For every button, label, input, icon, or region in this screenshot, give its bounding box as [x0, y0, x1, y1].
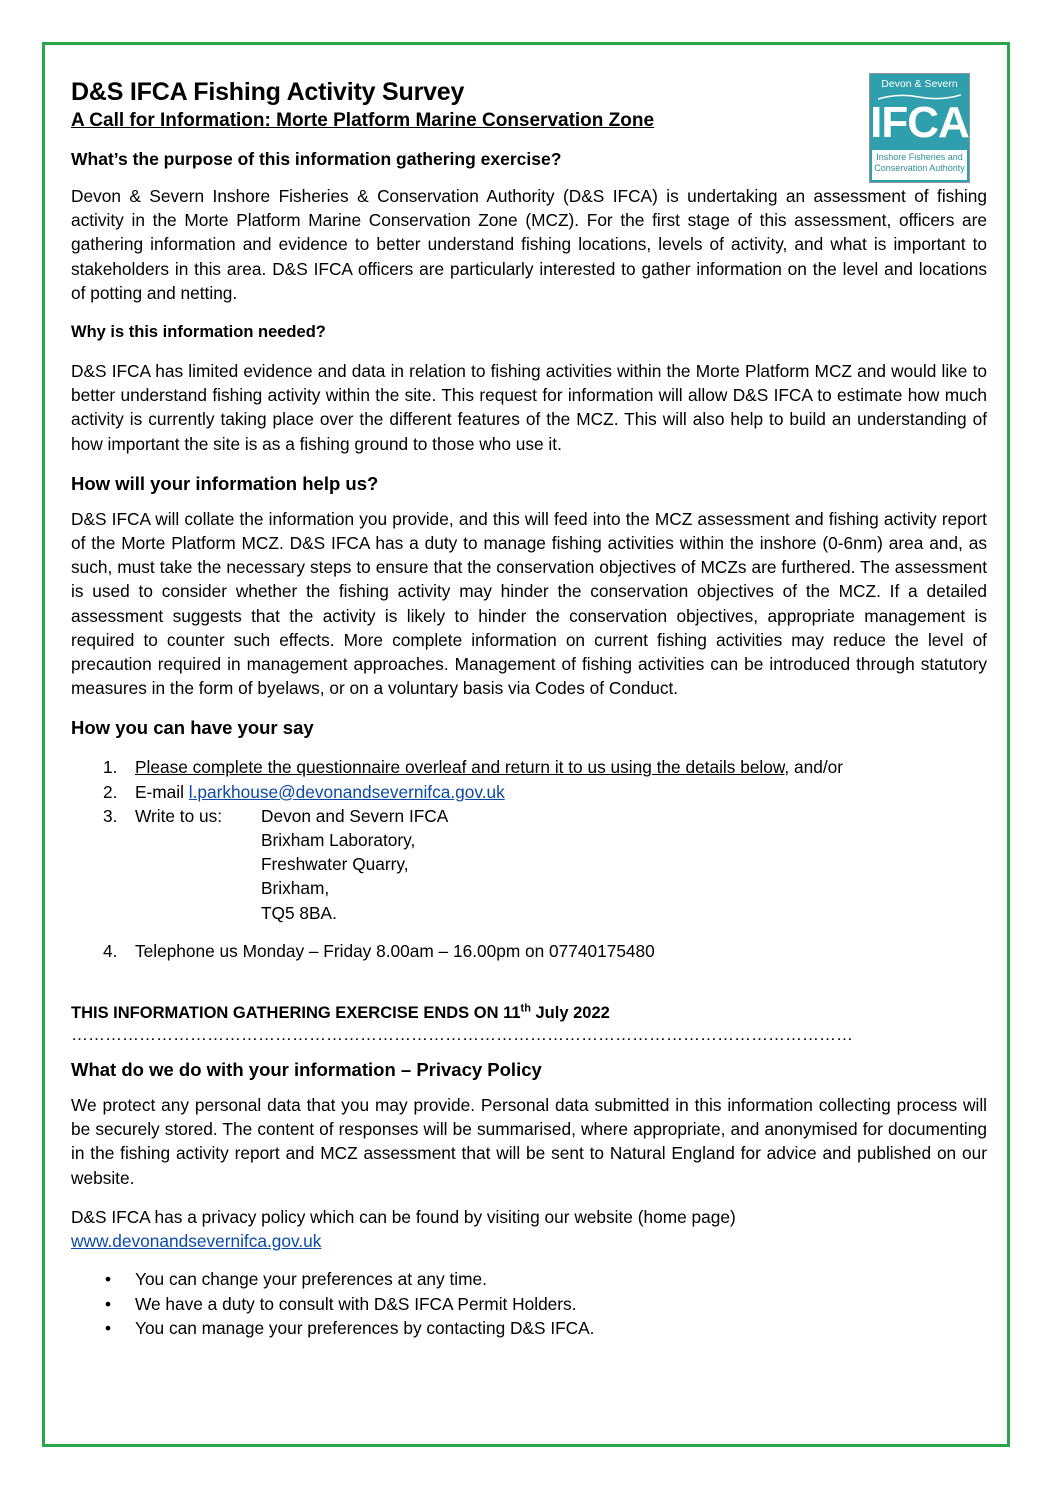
address-line: Devon and Severn IFCA [261, 805, 449, 826]
logo-main-text: IFCA [870, 98, 969, 147]
preferences-list [71, 1267, 987, 1340]
heading-have-your-say: How you can have your say [71, 717, 314, 739]
document-title: D&S IFCA Fishing Activity Survey [71, 78, 465, 106]
dotted-separator: ………………………………………………………………………………………………………………………… [71, 1025, 853, 1045]
address-line: Brixham, [261, 878, 330, 899]
list-item: 1. Please complete the questionnaire overleaf and return it to us using the details below, and/or [103, 757, 844, 778]
email-link[interactable]: l.parkhouse@devonandsevernifca.gov.uk [188, 781, 505, 802]
list-item: • We have a duty to consult with D&S IFCA Permit Holders. [105, 1293, 577, 1314]
paragraph-privacy: We protect any personal data that you may provide. Personal data submitted in this information collecting process will be securely stored. The content of responses will be summarised, where appropriate, and anonymised for documenting in the fishing activity report and MCZ assessment that will be sent to Natural England for advice and published on our website. [71, 1095, 987, 1188]
telephone-text: Telephone us Monday – Friday 8.00am – 16.00pm on 07740175480 [135, 940, 655, 961]
paragraph-why-needed: D&S IFCA has limited evidence and data in relation to fishing activities within the Morte Platform MCZ and would like to better understand fishing activity within the site. This request for information will allow D&S IFCA to estimate how much activity is currently taking place over the different features of the MCZ. This will also help to build an understanding of how important the site is as a fishing ground to those who use it. [71, 361, 987, 454]
document-body [71, 76, 987, 1340]
address-line: Brixham Laboratory, [261, 830, 416, 851]
heading-purpose: What’s the purpose of this information gathering exercise? [71, 149, 562, 169]
list-item: 3. Write to us: Devon and Severn IFCA Brixham Laboratory, Freshwater Quarry, Brixham, TQ5 8BA. [71, 804, 987, 925]
list-item: 4. Telephone us Monday – Friday 8.00am – 16.00pm on 07740175480 [103, 940, 655, 961]
paragraph-purpose: Devon & Severn Inshore Fisheries & Conservation Authority (D&S IFCA) is undertaking an assessment of fishing activity in the Morte Platform Marine Conservation Zone (MCZ). For the first stage of this assessment, officers are gathering information and evidence to better understand fishing locations, levels of activity, and what is important to stakeholders in this area. D&S IFCA officers are particularly interested to gather information on the level and locations of potting and netting. [71, 186, 987, 303]
list-item: 2. E-mail l.parkhouse@devonandsevernifca.gov.uk [103, 781, 505, 802]
questionnaire-link[interactable]: Please complete the questionnaire overleaf and return it to us using the details below [135, 757, 785, 778]
postal-address: Write to us: Devon and Severn IFCA Brixham Laboratory, Freshwater Quarry, Brixham, TQ5 8BA. [135, 804, 987, 925]
address-line: TQ5 8BA. [261, 902, 337, 923]
deadline-notice: THIS INFORMATION GATHERING EXERCISE ENDS ON 11th July 2022 [71, 1002, 610, 1023]
logo-caption: Inshore Fisheries and Conservation Authority [872, 150, 967, 180]
heading-why-needed: Why is this information needed? [71, 323, 326, 342]
document-subtitle: A Call for Information: Morte Platform Marine Conservation Zone [71, 110, 655, 131]
heading-privacy-policy: What do we do with your information – Privacy Policy [71, 1059, 542, 1081]
address-line: Freshwater Quarry, [261, 854, 409, 875]
list-item: • You can change your preferences at any time. [105, 1269, 487, 1290]
website-link[interactable]: www.devonandsevernifca.gov.uk [71, 1231, 322, 1252]
contact-list [71, 755, 987, 963]
paragraph-how-help: D&S IFCA will collate the information you provide, and this will feed into the MCZ assessment and fishing activity report of the Morte Platform MCZ. D&S IFCA has a duty to manage fishing activities within the inshore (0-6nm) area and, as such, must take the necessary steps to ensure that the conservation objectives of MCZs are furthered. The assessment is used to consider whether the fishing activity may hinder the conservation objectives of the MCZ. If a detailed assessment suggests that the activity is likely to hinder the conservation objectives, appropriate management is required to counter such effects. More complete information on current fishing activities may reduce the level of precaution required in management approaches. Management of fishing activities can be introduced through statutory measures in the form of byelaws, or on a voluntary basis via Codes of Conduct. [71, 508, 987, 699]
paragraph-privacy-website: D&S IFCA has a privacy policy which can be found by visiting our website (home page) www.devonandsevernifca.gov.uk [71, 1206, 736, 1252]
list-item: • You can manage your preferences by contacting D&S IFCA. [105, 1317, 595, 1338]
heading-how-help: How will your information help us? [71, 472, 379, 494]
logo-top-text: Devon & Severn [881, 78, 958, 90]
